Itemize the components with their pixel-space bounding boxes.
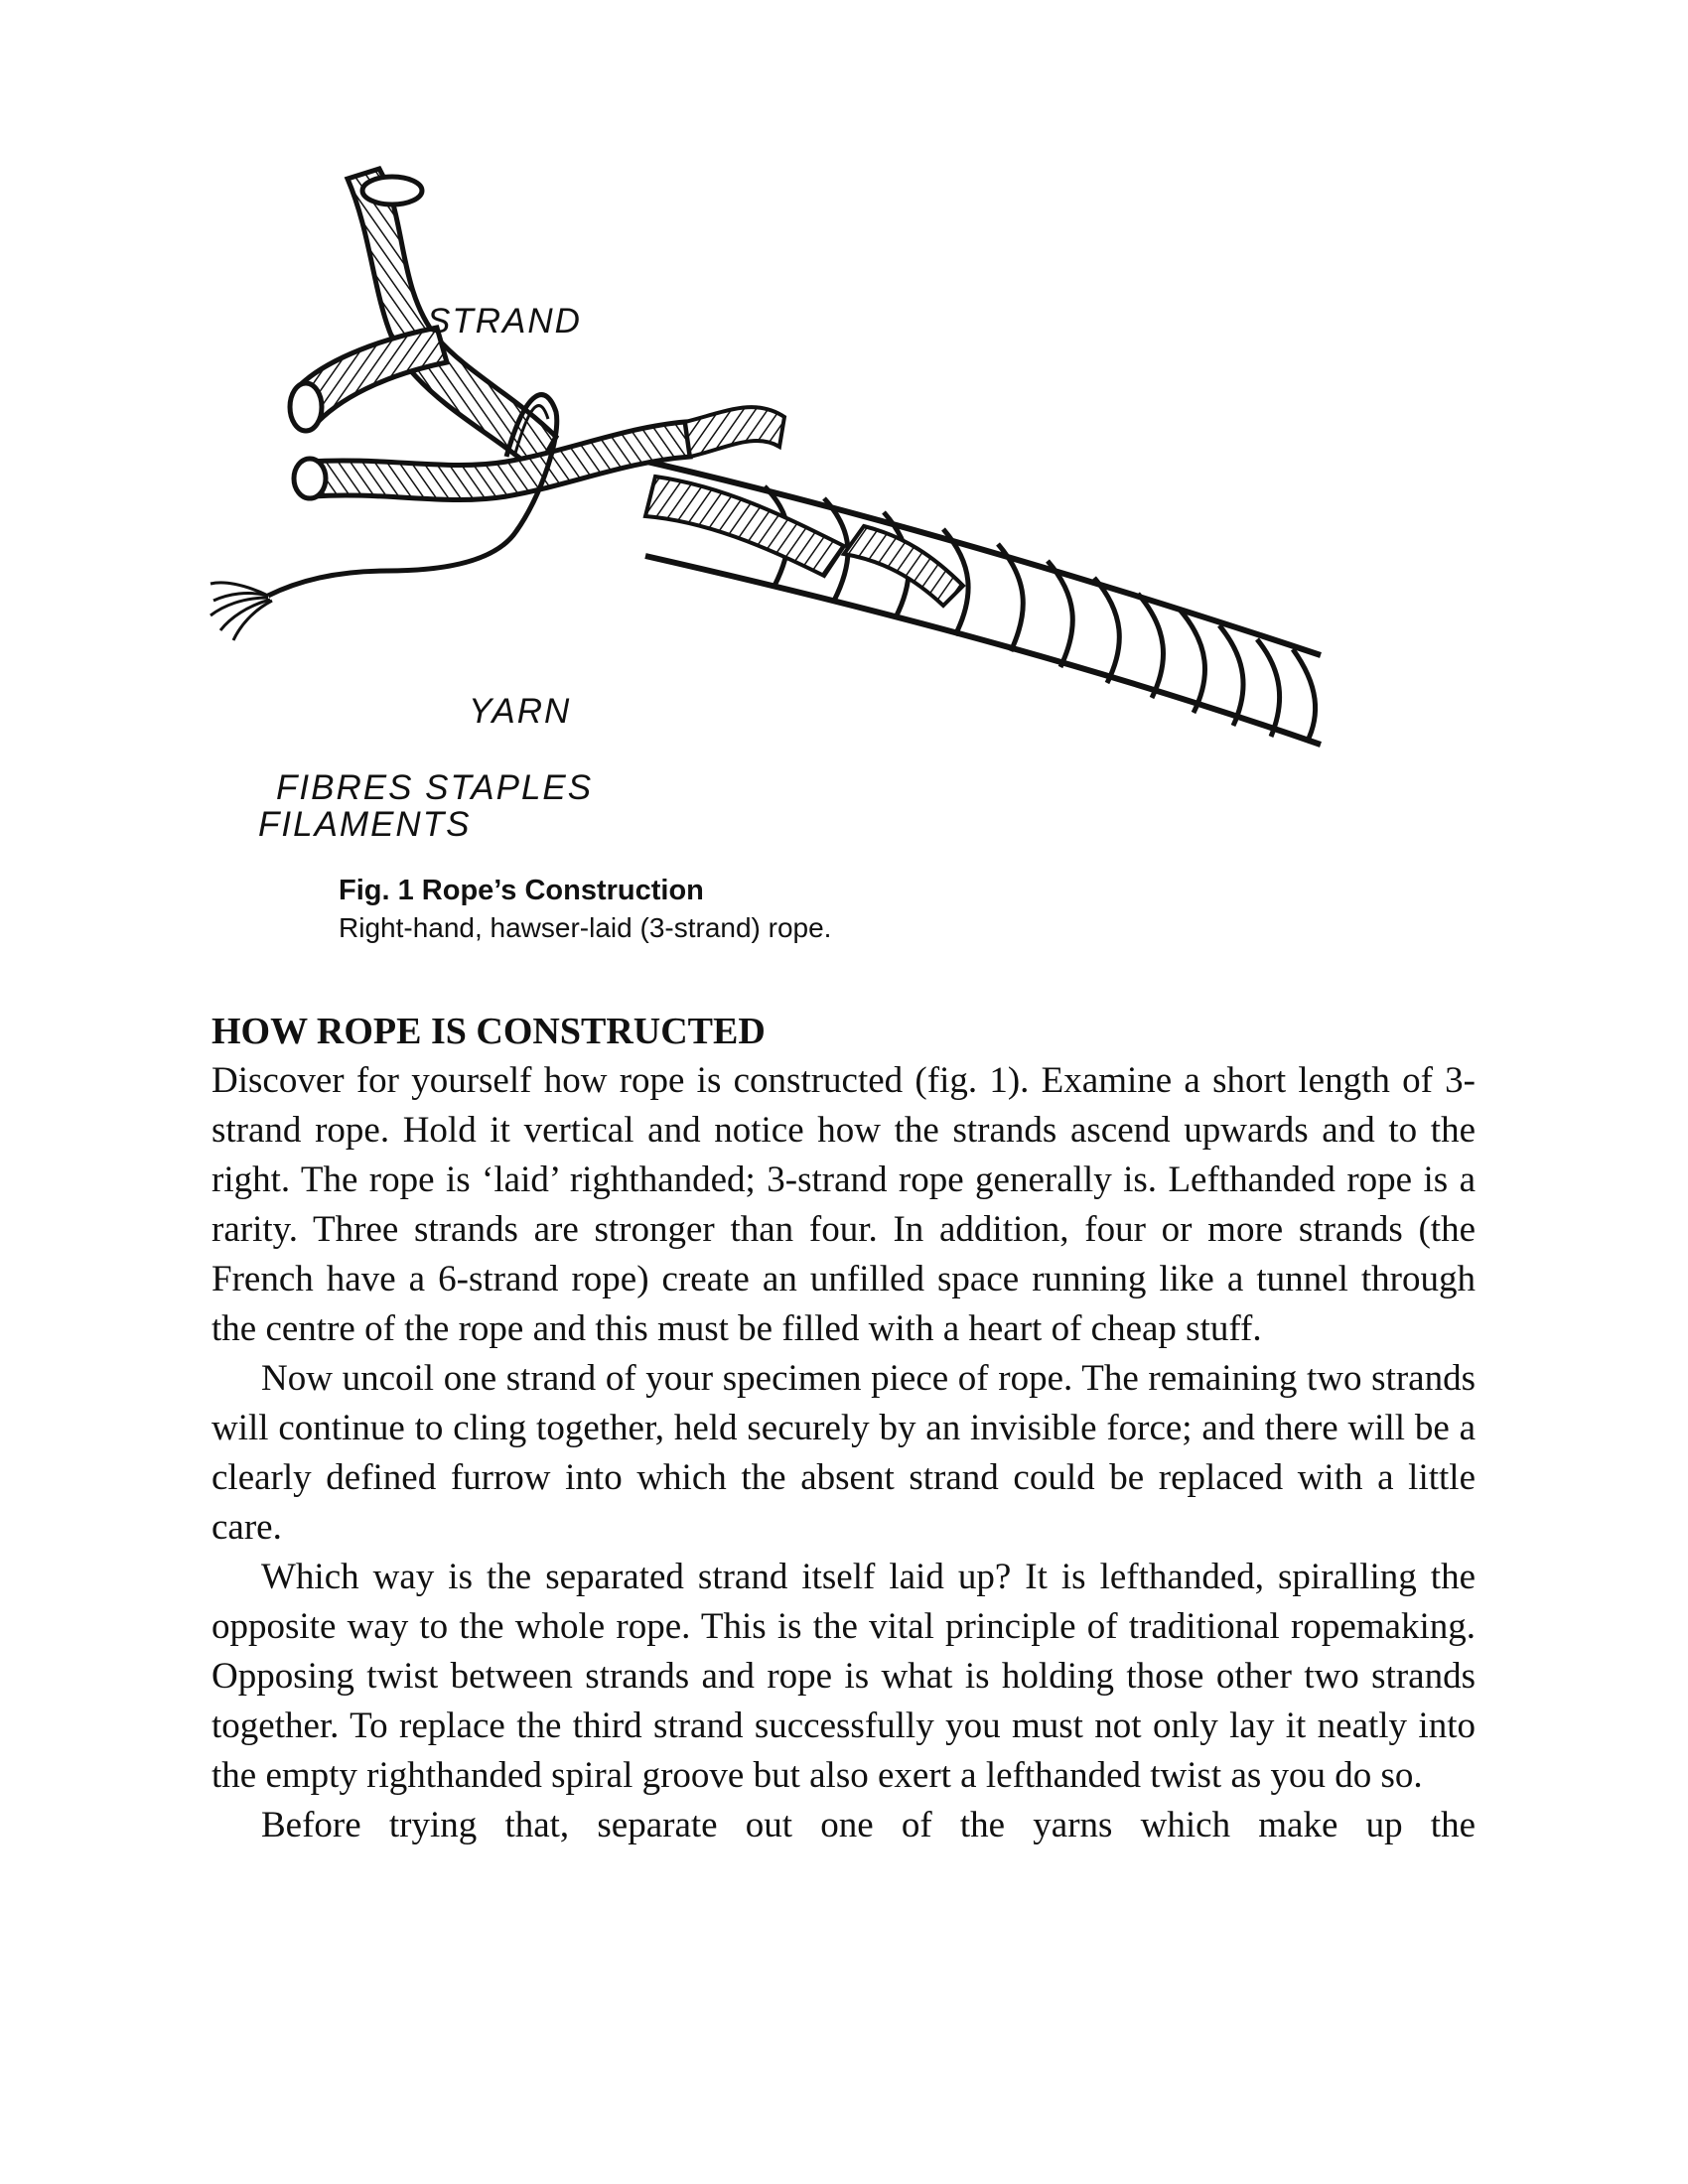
paragraph-3: Which way is the separated strand itself laid up? It is lefthanded, spiralling the opposite way to the whole rope. This is the vital principle of traditional ropemaking. Opposing twist between strands and rope is what is holding those other two strands together. To replace the third strand successfully you must not only lay it neatly into the empty righthanded spiral groove but also exert a lefthanded twist as you do so. bbox=[211, 1557, 1476, 1796]
fibres-tuft bbox=[211, 583, 272, 640]
paragraph-4: Before trying that, separate out one of the yarns which make up the bbox=[261, 1805, 1476, 1845]
paragraph-2: Now uncoil one strand of your specimen piece of rope. The remaining two strands will continue to cling together, held securely by an invisible force; and there will be a clearly defined furrow into which the absent strand could be replaced with a little care. bbox=[211, 1358, 1476, 1548]
strand-label: STRAND bbox=[427, 302, 582, 341]
paragraph-1: Discover for yourself how rope is constructed (fig. 1). Examine a short length of 3-strand rope. Hold it vertical and notice how the strands ascend upwards and to the right. The rope is ‘laid’ righthanded; 3-strand rope generally is. Lefthanded rope is a rarity. Three strands are stronger than four. In addition, four or more strands (the French have a 6-strand rope) create an unfilled space running like a tunnel through the centre of the rope and this must be filled with a heart of cheap stuff. bbox=[211, 1060, 1476, 1349]
rope-construction-figure bbox=[258, 189, 1380, 864]
figure-caption bbox=[339, 872, 831, 947]
section-heading: HOW ROPE IS CONSTRUCTED bbox=[211, 1011, 766, 1052]
article bbox=[211, 1007, 1476, 1850]
caption-text: Right-hand, hawser-laid (3-strand) rope. bbox=[339, 912, 832, 943]
rope-body bbox=[626, 457, 1321, 745]
fibres-label: FIBRES STAPLES bbox=[276, 768, 594, 807]
caption-title: Fig. 1 Rope’s Construction bbox=[339, 875, 704, 906]
filaments-label: FILAMENTS bbox=[258, 805, 472, 844]
yarn-label: YARN bbox=[469, 692, 572, 731]
